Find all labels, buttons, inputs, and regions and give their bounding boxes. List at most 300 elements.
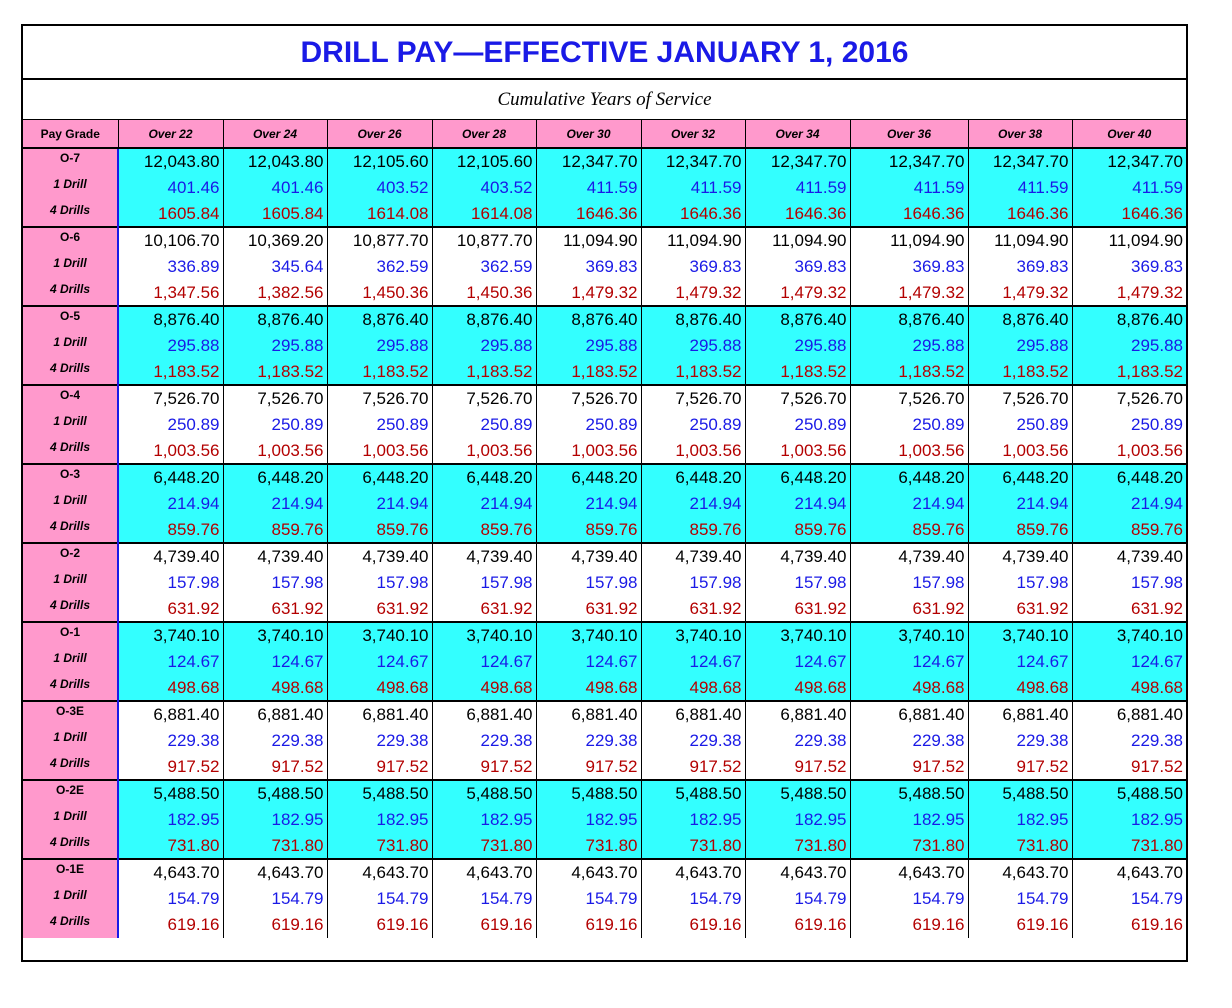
grade-group [23, 148, 1186, 227]
pay-cell: 12,347.70 [1072, 148, 1186, 175]
pay-cell: 917.52 [1072, 754, 1186, 780]
row-label: 1 Drill [23, 807, 118, 833]
header-column: Over 40 [1072, 120, 1186, 148]
pay-cell: 124.67 [968, 649, 1072, 675]
pay-cell: 250.89 [223, 412, 327, 438]
pay-cell: 498.68 [745, 675, 850, 701]
pay-cell: 411.59 [850, 175, 968, 201]
row-label: 1 Drill [23, 886, 118, 912]
pay-cell: 10,877.70 [432, 227, 536, 254]
table-row [23, 227, 1186, 254]
pay-grade-label: O-3 [23, 464, 118, 491]
pay-cell: 4,739.40 [850, 543, 968, 570]
pay-cell: 362.59 [432, 254, 536, 280]
pay-cell: 214.94 [1072, 491, 1186, 517]
pay-cell: 917.52 [536, 754, 641, 780]
pay-cell: 4,739.40 [1072, 543, 1186, 570]
pay-cell: 295.88 [745, 333, 850, 359]
pay-cell: 157.98 [745, 570, 850, 596]
pay-cell: 619.16 [641, 912, 745, 938]
grade-group [23, 227, 1186, 306]
pay-cell: 859.76 [968, 517, 1072, 543]
pay-cell: 11,094.90 [536, 227, 641, 254]
row-label: 4 Drills [23, 517, 118, 543]
pay-cell: 619.16 [968, 912, 1072, 938]
pay-cell: 369.83 [745, 254, 850, 280]
pay-cell: 1605.84 [223, 201, 327, 227]
pay-cell: 124.67 [1072, 649, 1186, 675]
pay-cell: 369.83 [968, 254, 1072, 280]
row-label: 1 Drill [23, 728, 118, 754]
pay-grade-label: O-7 [23, 148, 118, 175]
pay-cell: 917.52 [327, 754, 432, 780]
table-row [23, 201, 1186, 227]
pay-cell: 1,003.56 [536, 438, 641, 464]
pay-cell: 12,347.70 [968, 148, 1072, 175]
header-pay-grade: Pay Grade [23, 120, 118, 148]
pay-cell: 157.98 [968, 570, 1072, 596]
pay-cell: 154.79 [223, 886, 327, 912]
pay-cell: 1,183.52 [118, 359, 223, 385]
pay-cell: 295.88 [327, 333, 432, 359]
pay-cell: 214.94 [968, 491, 1072, 517]
pay-cell: 369.83 [536, 254, 641, 280]
pay-cell: 7,526.70 [745, 385, 850, 412]
pay-cell: 295.88 [432, 333, 536, 359]
pay-cell: 619.16 [1072, 912, 1186, 938]
pay-cell: 1,183.52 [327, 359, 432, 385]
pay-cell: 498.68 [641, 675, 745, 701]
pay-cell: 124.67 [536, 649, 641, 675]
pay-cell: 1,003.56 [850, 438, 968, 464]
pay-cell: 229.38 [536, 728, 641, 754]
pay-cell: 295.88 [641, 333, 745, 359]
pay-cell: 12,043.80 [118, 148, 223, 175]
pay-cell: 7,526.70 [536, 385, 641, 412]
row-label: 1 Drill [23, 333, 118, 359]
pay-cell: 182.95 [745, 807, 850, 833]
pay-cell: 411.59 [641, 175, 745, 201]
table-row [23, 780, 1186, 807]
pay-cell: 1,183.52 [968, 359, 1072, 385]
pay-cell: 345.64 [223, 254, 327, 280]
pay-cell: 4,739.40 [118, 543, 223, 570]
pay-cell: 12,347.70 [536, 148, 641, 175]
pay-cell: 411.59 [745, 175, 850, 201]
pay-cell: 859.76 [850, 517, 968, 543]
pay-cell: 917.52 [850, 754, 968, 780]
table-row [23, 596, 1186, 622]
header-row [23, 120, 1186, 148]
table-row [23, 701, 1186, 728]
pay-cell: 3,740.10 [223, 622, 327, 649]
pay-cell: 1,183.52 [641, 359, 745, 385]
pay-cell: 6,881.40 [223, 701, 327, 728]
pay-cell: 1614.08 [432, 201, 536, 227]
pay-cell: 498.68 [850, 675, 968, 701]
pay-cell: 10,877.70 [327, 227, 432, 254]
pay-cell: 4,643.70 [536, 859, 641, 886]
pay-cell: 731.80 [536, 833, 641, 859]
pay-cell: 12,105.60 [327, 148, 432, 175]
pay-cell: 157.98 [118, 570, 223, 596]
pay-cell: 631.92 [327, 596, 432, 622]
pay-cell: 4,643.70 [850, 859, 968, 886]
pay-cell: 917.52 [118, 754, 223, 780]
row-label: 1 Drill [23, 254, 118, 280]
pay-cell: 731.80 [1072, 833, 1186, 859]
pay-cell: 631.92 [432, 596, 536, 622]
pay-cell: 1,183.52 [536, 359, 641, 385]
pay-cell: 619.16 [327, 912, 432, 938]
table-row [23, 306, 1186, 333]
pay-cell: 6,881.40 [536, 701, 641, 728]
table-row [23, 886, 1186, 912]
pay-cell: 1,003.56 [223, 438, 327, 464]
pay-cell: 295.88 [850, 333, 968, 359]
pay-cell: 6,881.40 [850, 701, 968, 728]
pay-cell: 124.67 [641, 649, 745, 675]
table-row [23, 464, 1186, 491]
grade-group [23, 780, 1186, 859]
pay-cell: 411.59 [1072, 175, 1186, 201]
pay-cell: 369.83 [850, 254, 968, 280]
pay-cell: 5,488.50 [968, 780, 1072, 807]
pay-cell: 157.98 [327, 570, 432, 596]
pay-cell: 731.80 [745, 833, 850, 859]
pay-cell: 7,526.70 [327, 385, 432, 412]
pay-cell: 157.98 [1072, 570, 1186, 596]
pay-cell: 5,488.50 [850, 780, 968, 807]
pay-cell: 6,448.20 [118, 464, 223, 491]
pay-cell: 4,739.40 [968, 543, 1072, 570]
pay-cell: 917.52 [968, 754, 1072, 780]
table-row [23, 833, 1186, 859]
pay-cell: 214.94 [850, 491, 968, 517]
pay-cell: 403.52 [432, 175, 536, 201]
pay-cell: 124.67 [850, 649, 968, 675]
pay-cell: 229.38 [850, 728, 968, 754]
header-column: Over 24 [223, 120, 327, 148]
pay-cell: 157.98 [432, 570, 536, 596]
table-row [23, 649, 1186, 675]
pay-cell: 3,740.10 [432, 622, 536, 649]
pay-cell: 6,448.20 [536, 464, 641, 491]
pay-cell: 5,488.50 [223, 780, 327, 807]
pay-cell: 11,094.90 [1072, 227, 1186, 254]
table-row [23, 148, 1186, 175]
pay-cell: 731.80 [432, 833, 536, 859]
pay-cell: 12,043.80 [223, 148, 327, 175]
pay-cell: 401.46 [223, 175, 327, 201]
pay-cell: 403.52 [327, 175, 432, 201]
pay-table-sheet [21, 24, 1188, 962]
pay-cell: 631.92 [745, 596, 850, 622]
table-row [23, 385, 1186, 412]
pay-cell: 214.94 [327, 491, 432, 517]
pay-cell: 229.38 [641, 728, 745, 754]
pay-cell: 11,094.90 [641, 227, 745, 254]
pay-cell: 4,739.40 [745, 543, 850, 570]
pay-cell: 619.16 [432, 912, 536, 938]
pay-cell: 631.92 [968, 596, 1072, 622]
pay-cell: 182.95 [118, 807, 223, 833]
pay-cell: 214.94 [432, 491, 536, 517]
pay-cell: 8,876.40 [223, 306, 327, 333]
pay-cell: 1646.36 [745, 201, 850, 227]
pay-cell: 917.52 [641, 754, 745, 780]
header-column: Over 36 [850, 120, 968, 148]
pay-cell: 411.59 [536, 175, 641, 201]
table-row [23, 754, 1186, 780]
pay-cell: 1,003.56 [1072, 438, 1186, 464]
pay-cell: 7,526.70 [850, 385, 968, 412]
pay-cell: 250.89 [118, 412, 223, 438]
table-row [23, 807, 1186, 833]
pay-grade-label: O-3E [23, 701, 118, 728]
pay-cell: 401.46 [118, 175, 223, 201]
pay-cell: 5,488.50 [432, 780, 536, 807]
page-title: DRILL PAY—EFFECTIVE JANUARY 1, 2016 [23, 26, 1186, 80]
pay-cell: 8,876.40 [1072, 306, 1186, 333]
pay-cell: 4,739.40 [223, 543, 327, 570]
pay-cell: 1,183.52 [850, 359, 968, 385]
pay-cell: 7,526.70 [223, 385, 327, 412]
table-row [23, 728, 1186, 754]
pay-cell: 1,003.56 [745, 438, 850, 464]
pay-cell: 8,876.40 [536, 306, 641, 333]
row-label: 1 Drill [23, 649, 118, 675]
pay-cell: 295.88 [118, 333, 223, 359]
pay-cell: 124.67 [118, 649, 223, 675]
pay-cell: 3,740.10 [850, 622, 968, 649]
pay-cell: 4,739.40 [327, 543, 432, 570]
pay-cell: 1,183.52 [432, 359, 536, 385]
pay-cell: 4,739.40 [432, 543, 536, 570]
pay-cell: 1,183.52 [1072, 359, 1186, 385]
pay-cell: 8,876.40 [968, 306, 1072, 333]
pay-grade-label: O-6 [23, 227, 118, 254]
pay-cell: 619.16 [118, 912, 223, 938]
pay-cell: 362.59 [327, 254, 432, 280]
grade-group [23, 464, 1186, 543]
pay-cell: 182.95 [432, 807, 536, 833]
pay-cell: 917.52 [223, 754, 327, 780]
pay-cell: 295.88 [968, 333, 1072, 359]
pay-cell: 154.79 [641, 886, 745, 912]
pay-cell: 731.80 [968, 833, 1072, 859]
pay-cell: 6,881.40 [745, 701, 850, 728]
pay-cell: 731.80 [327, 833, 432, 859]
pay-cell: 5,488.50 [1072, 780, 1186, 807]
pay-cell: 154.79 [118, 886, 223, 912]
grade-group [23, 622, 1186, 701]
pay-cell: 5,488.50 [327, 780, 432, 807]
pay-cell: 498.68 [223, 675, 327, 701]
pay-cell: 1,479.32 [968, 280, 1072, 306]
pay-cell: 182.95 [536, 807, 641, 833]
table-row [23, 570, 1186, 596]
pay-cell: 917.52 [745, 754, 850, 780]
pay-cell: 631.92 [1072, 596, 1186, 622]
pay-cell: 859.76 [223, 517, 327, 543]
pay-cell: 214.94 [536, 491, 641, 517]
table-row [23, 517, 1186, 543]
pay-cell: 6,448.20 [432, 464, 536, 491]
pay-cell: 619.16 [850, 912, 968, 938]
pay-cell: 631.92 [641, 596, 745, 622]
pay-cell: 1,479.32 [850, 280, 968, 306]
pay-cell: 6,881.40 [118, 701, 223, 728]
pay-cell: 6,448.20 [327, 464, 432, 491]
pay-grade-label: O-2E [23, 780, 118, 807]
pay-cell: 10,106.70 [118, 227, 223, 254]
pay-cell: 4,643.70 [327, 859, 432, 886]
row-label: 4 Drills [23, 912, 118, 938]
pay-cell: 12,347.70 [745, 148, 850, 175]
pay-cell: 6,881.40 [432, 701, 536, 728]
pay-cell: 6,448.20 [850, 464, 968, 491]
table-row [23, 859, 1186, 886]
grade-group [23, 306, 1186, 385]
pay-cell: 859.76 [327, 517, 432, 543]
pay-cell: 182.95 [850, 807, 968, 833]
pay-cell: 1605.84 [118, 201, 223, 227]
pay-cell: 6,881.40 [1072, 701, 1186, 728]
pay-cell: 731.80 [118, 833, 223, 859]
pay-cell: 6,448.20 [968, 464, 1072, 491]
row-label: 4 Drills [23, 754, 118, 780]
pay-cell: 4,739.40 [641, 543, 745, 570]
pay-cell: 12,347.70 [641, 148, 745, 175]
pay-cell: 7,526.70 [432, 385, 536, 412]
pay-cell: 182.95 [1072, 807, 1186, 833]
pay-cell: 295.88 [1072, 333, 1186, 359]
pay-cell: 1,003.56 [327, 438, 432, 464]
pay-cell: 1,382.56 [223, 280, 327, 306]
row-label: 4 Drills [23, 201, 118, 227]
pay-cell: 6,448.20 [223, 464, 327, 491]
pay-cell: 1,003.56 [118, 438, 223, 464]
drill-pay-table [23, 120, 1186, 938]
pay-cell: 214.94 [745, 491, 850, 517]
pay-cell: 154.79 [536, 886, 641, 912]
pay-cell: 229.38 [223, 728, 327, 754]
pay-cell: 182.95 [223, 807, 327, 833]
pay-cell: 4,643.70 [118, 859, 223, 886]
pay-cell: 214.94 [641, 491, 745, 517]
pay-cell: 859.76 [1072, 517, 1186, 543]
pay-cell: 250.89 [327, 412, 432, 438]
table-row [23, 675, 1186, 701]
table-subtitle: Cumulative Years of Service [23, 80, 1186, 120]
header-column: Over 28 [432, 120, 536, 148]
pay-cell: 157.98 [223, 570, 327, 596]
pay-cell: 411.59 [968, 175, 1072, 201]
row-label: 4 Drills [23, 280, 118, 306]
pay-cell: 8,876.40 [745, 306, 850, 333]
pay-cell: 11,094.90 [745, 227, 850, 254]
pay-cell: 295.88 [536, 333, 641, 359]
pay-cell: 229.38 [1072, 728, 1186, 754]
table-row [23, 412, 1186, 438]
pay-cell: 295.88 [223, 333, 327, 359]
pay-cell: 1646.36 [641, 201, 745, 227]
pay-cell: 1,183.52 [223, 359, 327, 385]
pay-cell: 498.68 [968, 675, 1072, 701]
table-row [23, 175, 1186, 201]
pay-cell: 7,526.70 [118, 385, 223, 412]
pay-cell: 1,479.32 [536, 280, 641, 306]
pay-cell: 1,003.56 [641, 438, 745, 464]
pay-cell: 214.94 [118, 491, 223, 517]
table-row [23, 622, 1186, 649]
pay-cell: 6,448.20 [1072, 464, 1186, 491]
pay-cell: 859.76 [118, 517, 223, 543]
pay-cell: 250.89 [745, 412, 850, 438]
pay-cell: 1,450.36 [327, 280, 432, 306]
pay-cell: 4,643.70 [745, 859, 850, 886]
pay-cell: 250.89 [968, 412, 1072, 438]
pay-cell: 498.68 [1072, 675, 1186, 701]
pay-cell: 10,369.20 [223, 227, 327, 254]
pay-cell: 124.67 [223, 649, 327, 675]
pay-cell: 731.80 [223, 833, 327, 859]
pay-cell: 731.80 [641, 833, 745, 859]
header-column: Over 32 [641, 120, 745, 148]
pay-cell: 8,876.40 [850, 306, 968, 333]
pay-grade-label: O-1 [23, 622, 118, 649]
pay-cell: 3,740.10 [745, 622, 850, 649]
pay-cell: 3,740.10 [1072, 622, 1186, 649]
pay-cell: 5,488.50 [641, 780, 745, 807]
pay-cell: 1646.36 [968, 201, 1072, 227]
pay-cell: 917.52 [432, 754, 536, 780]
pay-grade-label: O-1E [23, 859, 118, 886]
pay-cell: 6,881.40 [327, 701, 432, 728]
pay-cell: 1,450.36 [432, 280, 536, 306]
pay-cell: 182.95 [327, 807, 432, 833]
pay-cell: 8,876.40 [118, 306, 223, 333]
pay-cell: 859.76 [432, 517, 536, 543]
row-label: 4 Drills [23, 675, 118, 701]
table-row [23, 333, 1186, 359]
pay-cell: 1646.36 [1072, 201, 1186, 227]
header-column: Over 38 [968, 120, 1072, 148]
pay-cell: 6,448.20 [745, 464, 850, 491]
table-row [23, 359, 1186, 385]
pay-cell: 3,740.10 [118, 622, 223, 649]
pay-cell: 498.68 [536, 675, 641, 701]
pay-cell: 336.89 [118, 254, 223, 280]
pay-cell: 229.38 [118, 728, 223, 754]
pay-cell: 5,488.50 [118, 780, 223, 807]
pay-cell: 250.89 [432, 412, 536, 438]
pay-cell: 124.67 [432, 649, 536, 675]
pay-grade-label: O-2 [23, 543, 118, 570]
grade-group [23, 701, 1186, 780]
pay-cell: 498.68 [327, 675, 432, 701]
pay-cell: 731.80 [850, 833, 968, 859]
pay-cell: 619.16 [223, 912, 327, 938]
pay-cell: 8,876.40 [432, 306, 536, 333]
pay-cell: 1646.36 [850, 201, 968, 227]
pay-cell: 859.76 [536, 517, 641, 543]
header-column: Over 34 [745, 120, 850, 148]
pay-cell: 6,448.20 [641, 464, 745, 491]
pay-cell: 619.16 [536, 912, 641, 938]
pay-cell: 229.38 [327, 728, 432, 754]
